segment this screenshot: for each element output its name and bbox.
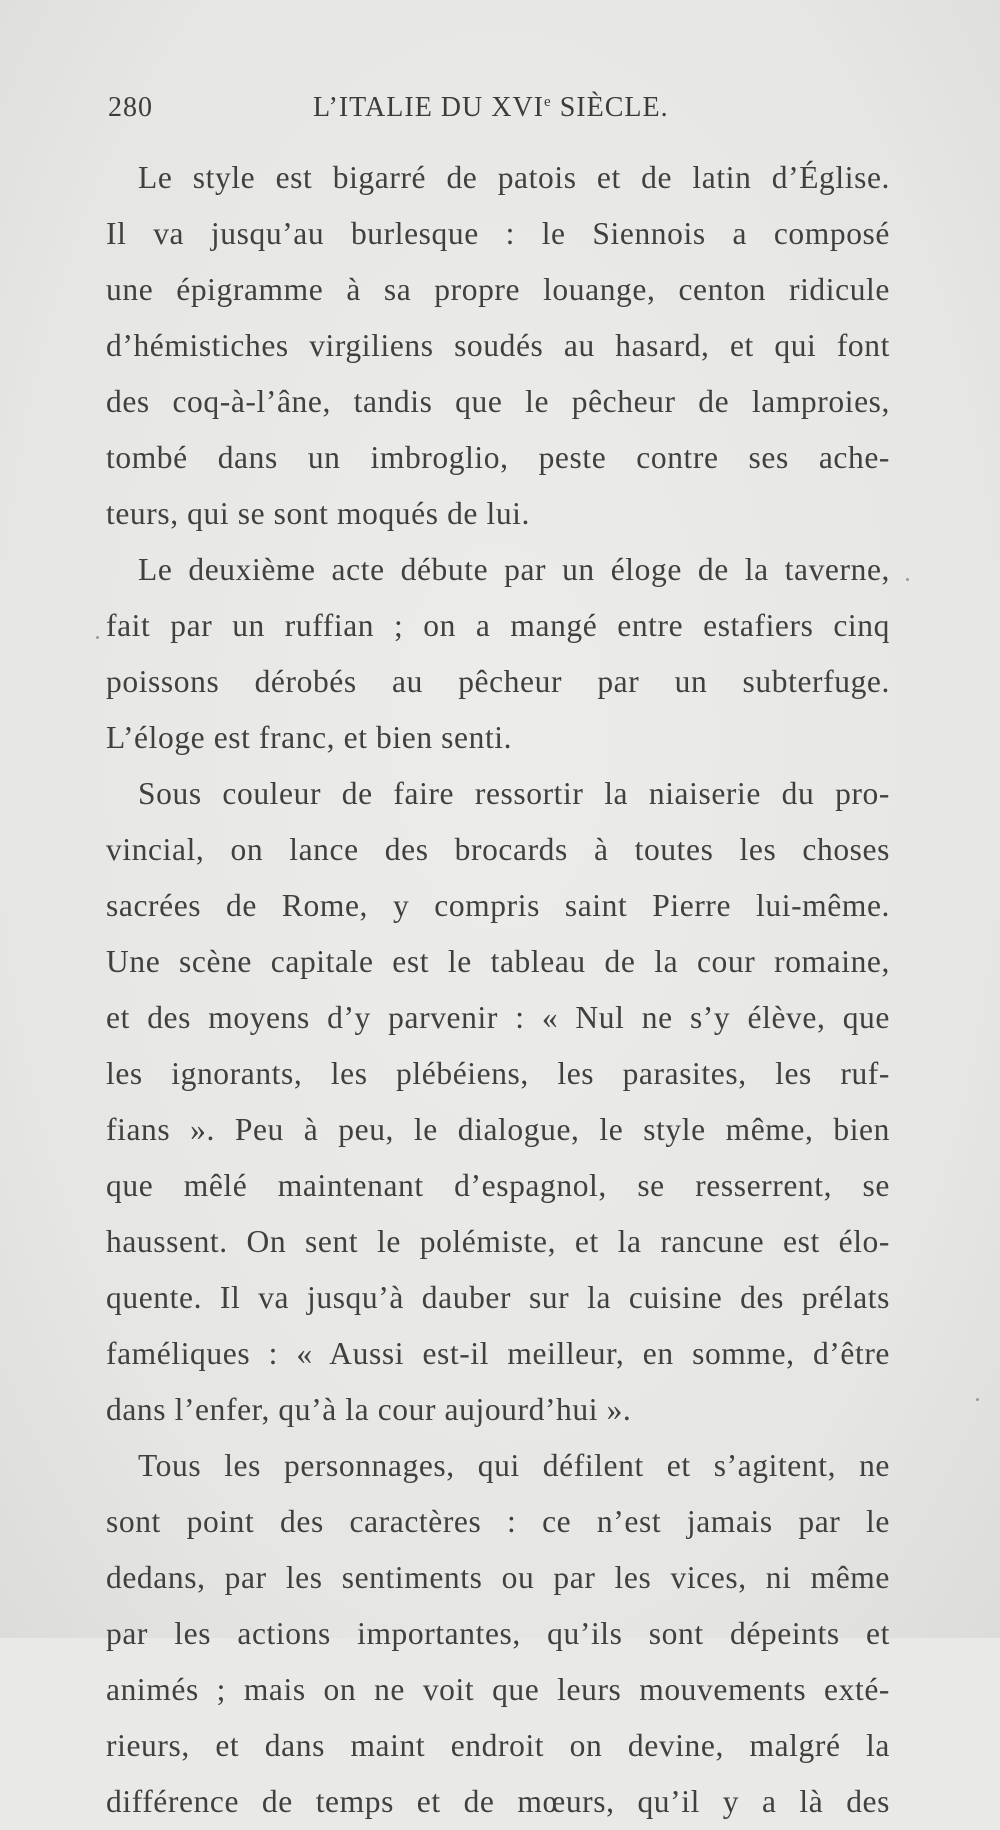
running-title-superscript: e [544,94,552,110]
text-line: et des moyens d’y parvenir : « Nul ne s’y élève, que [106,1000,890,1035]
paper-speck [976,1398,979,1401]
page-number: 280 [108,92,153,123]
text-line: fians ». Peu à peu, le dialogue, le style même, bien [106,1112,890,1147]
text-line: Le style est bigarré de patois et de latin d’Église. [138,160,890,195]
running-title [313,92,669,124]
text-line: Tous les personnages, qui défilent et s’agitent, ne [138,1448,890,1483]
text-line: haussent. On sent le polémiste, et la rancune est élo- [106,1224,890,1259]
text-line: différence de temps et de mœurs, qu’il y a là des [106,1784,890,1819]
text-line: poissons dérobés au pêcheur par un subterfuge. [106,664,890,699]
text-line: par les actions importantes, qu’ils sont dépeints et [106,1616,890,1651]
text-line: des coq-à-l’âne, tandis que le pêcheur de lamproies, [106,384,890,419]
text-line: une épigramme à sa propre louange, centon ridicule [106,272,890,307]
text-line: Sous couleur de faire ressortir la niaiserie du pro- [138,776,890,811]
running-title-tail: SIÈCLE. [551,92,669,123]
running-title-text: L’ITALIE DU XVI [313,92,545,123]
text-line: quente. Il va jusqu’à dauber sur la cuisine des prélats [106,1280,890,1315]
text-line: d’hémistiches virgiliens soudés au hasard, et qui font [106,328,890,363]
text-line: faméliques : « Aussi est-il meilleur, en somme, d’être [106,1336,890,1371]
text-line: dedans, par les sentiments ou par les vices, ni même [106,1560,890,1595]
text-line: rieurs, et dans maint endroit on devine, malgré la [106,1728,890,1763]
text-line: dans l’enfer, qu’à la cour aujourd’hui ». [106,1392,632,1427]
text-line: Une scène capitale est le tableau de la cour romaine, [106,944,890,979]
text-line: Il va jusqu’au burlesque : le Siennois a composé [106,216,890,251]
text-line: sacrées de Rome, y compris saint Pierre lui-même. [106,888,890,923]
text-line: Le deuxième acte débute par un éloge de la taverne, [138,552,890,587]
text-line: que mêlé maintenant d’espagnol, se resserrent, se [106,1168,890,1203]
paper-speck [906,578,909,581]
text-line: L’éloge est franc, et bien senti. [106,720,513,755]
text-line: sont point des caractères : ce n’est jamais par le [106,1504,890,1539]
text-line: animés ; mais on ne voit que leurs mouvements exté- [106,1672,890,1707]
text-line: teurs, qui se sont moqués de lui. [106,496,531,531]
text-line: tombé dans un imbroglio, peste contre ses ache- [106,440,890,475]
body-text [106,150,890,1830]
text-line: les ignorants, les plébéiens, les parasites, les ruf- [106,1056,890,1091]
running-head [108,92,698,132]
text-line: fait par un ruffian ; on a mangé entre estafiers cinq [106,608,890,643]
text-line: vincial, on lance des brocards à toutes les choses [106,832,890,867]
paper-speck [96,636,99,639]
